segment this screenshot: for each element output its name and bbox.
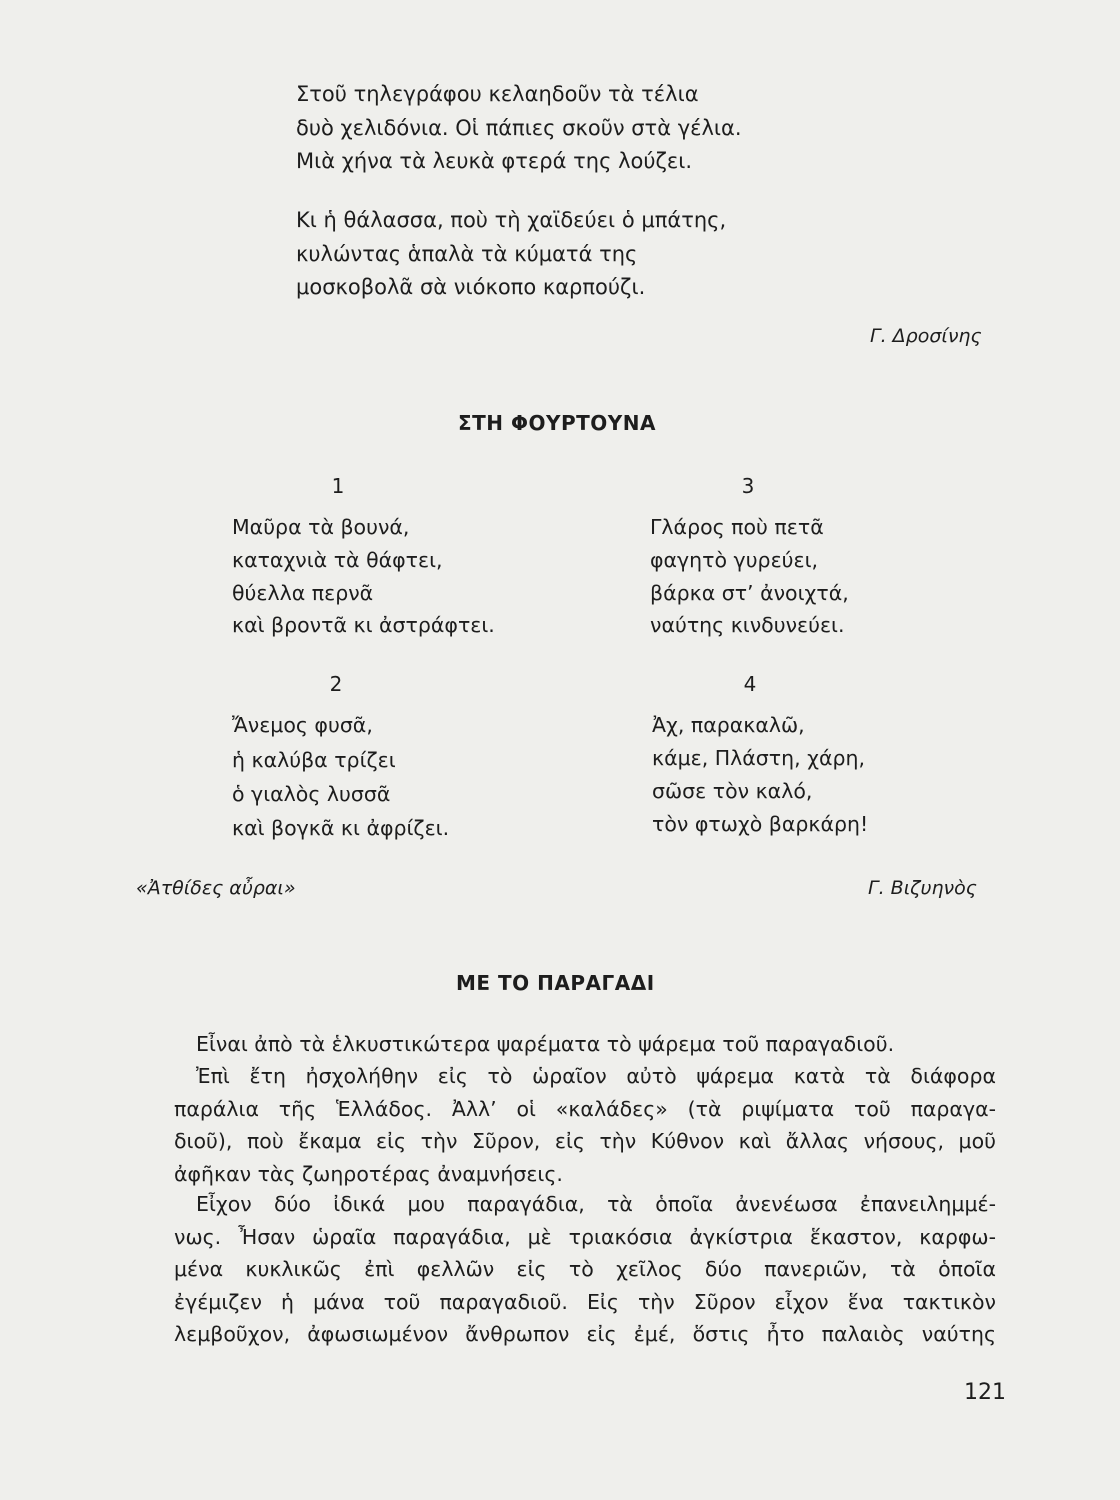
poem-line: κάμε, Πλάστη, χάρη, [652, 746, 866, 770]
stanza-number: 1 [331, 474, 345, 498]
poem-line: κυλώντας ἁπαλὰ τὰ κύματά της [296, 242, 638, 266]
poem-author: Γ. Δροσίνης [870, 325, 982, 347]
poem-line: μοσκοβολᾶ σὰ νιόκοπο καρπούζι. [296, 275, 646, 299]
section-title: ΜΕ ΤΟ ΠΑΡΑΓΑΔΙ [456, 971, 655, 995]
poem-line: Γλάρος ποὺ πετᾶ [650, 515, 824, 539]
stanza-number: 2 [329, 672, 343, 696]
prose-line: λεμβοῦχον, ἀφωσιωμένον ἄνθρωπον εἰς ἐμέ, ὅστις ἦτο παλαιὸς ναύτης [174, 1322, 996, 1346]
poem-line: καταχνιὰ τὰ θάφτει, [232, 548, 443, 572]
stanza-number: 4 [743, 672, 757, 696]
poem-source: «Ἀτθίδες αὖραι» [136, 877, 296, 899]
poem-line: καὶ βροντᾶ κι ἀστράφτει. [232, 613, 495, 637]
stanza-number: 3 [741, 474, 755, 498]
poem-line: Μιὰ χήνα τὰ λευκὰ φτερά της λούζει. [296, 149, 693, 173]
prose-line: Ἐπὶ ἔτη ἠσχολήθην εἰς τὸ ὡραῖον αὐτὸ ψάρεμα κατὰ τὰ διάφορα [196, 1064, 996, 1088]
prose-line: ἀφῆκαν τὰς ζωηροτέρας ἀναμνήσεις. [174, 1161, 563, 1186]
page-number: 121 [964, 1380, 1006, 1405]
prose-line: Εἶναι ἀπὸ τὰ ἑλκυστικώτερα ψαρέματα τὸ ψάρεμα τοῦ παραγαδιοῦ. [196, 1032, 895, 1056]
poem-line: Ἄνεμος φυσᾶ, [232, 713, 373, 737]
paragraph-2 [174, 1060, 996, 1190]
poem-title: ΣΤΗ ΦΟΥΡΤΟΥΝΑ [458, 411, 656, 435]
poem-line: φαγητὸ γυρεύει, [650, 548, 819, 572]
poem-line: σῶσε τὸν καλό, [652, 779, 813, 803]
prose-line: ἐγέμιζεν ἡ μάνα τοῦ παραγαδιοῦ. Εἰς τὴν Σῦρον εἶχον ἕνα τακτικὸν [174, 1289, 996, 1314]
paragraph-3 [174, 1188, 996, 1351]
poem-line: ὁ γιαλὸς λυσσᾶ [232, 782, 391, 806]
poem-line: δυὸ χελιδόνια. Οἱ πάπιες σκοῦν στὰ γέλια. [296, 116, 742, 140]
prose-line: διοῦ), ποὺ ἔκαμα εἰς τὴν Σῦρον, εἰς τὴν Κύθνον καὶ ἄλλας νήσους, μοῦ [174, 1129, 996, 1153]
poem-line: Στοῦ τηλεγράφου κελαηδοῦν τὰ τέλια [296, 82, 699, 106]
poem-line: τὸν φτωχὸ βαρκάρη! [652, 812, 869, 836]
poem-line: βάρκα στ’ ἀνοιχτά, [650, 581, 849, 605]
poem-author: Γ. Βιζυηνὸς [868, 877, 977, 899]
poem-line: θύελλα περνᾶ [232, 581, 374, 605]
prose-line: μένα κυκλικῶς ἐπὶ φελλῶν εἰς τὸ χεῖλος δύο πανεριῶν, τὰ ὁποῖα [174, 1257, 996, 1281]
poem-line: καὶ βογκᾶ κι ἀφρίζει. [232, 816, 450, 840]
poem-line: Κι ἡ θάλασσα, ποὺ τὴ χαϊδεύει ὁ μπάτης, [296, 208, 727, 232]
prose-line: Εἶχον δύο ἰδικά μου παραγάδια, τὰ ὁποῖα ἀνενέωσα ἐπανειλημμέ- [196, 1192, 996, 1216]
poem-line: ἡ καλύβα τρίζει [232, 748, 396, 772]
paragraph-1 [174, 1028, 996, 1061]
poem-line: Μαῦρα τὰ βουνά, [232, 515, 410, 539]
prose-line: νως. Ἦσαν ὡραῖα παραγάδια, μὲ τριακόσια ἀγκίστρια ἕκαστον, καρφω- [174, 1224, 996, 1249]
poem-line: ναύτης κινδυνεύει. [650, 613, 845, 637]
prose-line: παράλια τῆς Ἑλλάδος. Ἀλλ’ οἱ «καλάδες» (τὰ ριψίματα τοῦ παραγα- [174, 1096, 996, 1121]
poem-line: Ἀχ, παρακαλῶ, [652, 713, 805, 737]
